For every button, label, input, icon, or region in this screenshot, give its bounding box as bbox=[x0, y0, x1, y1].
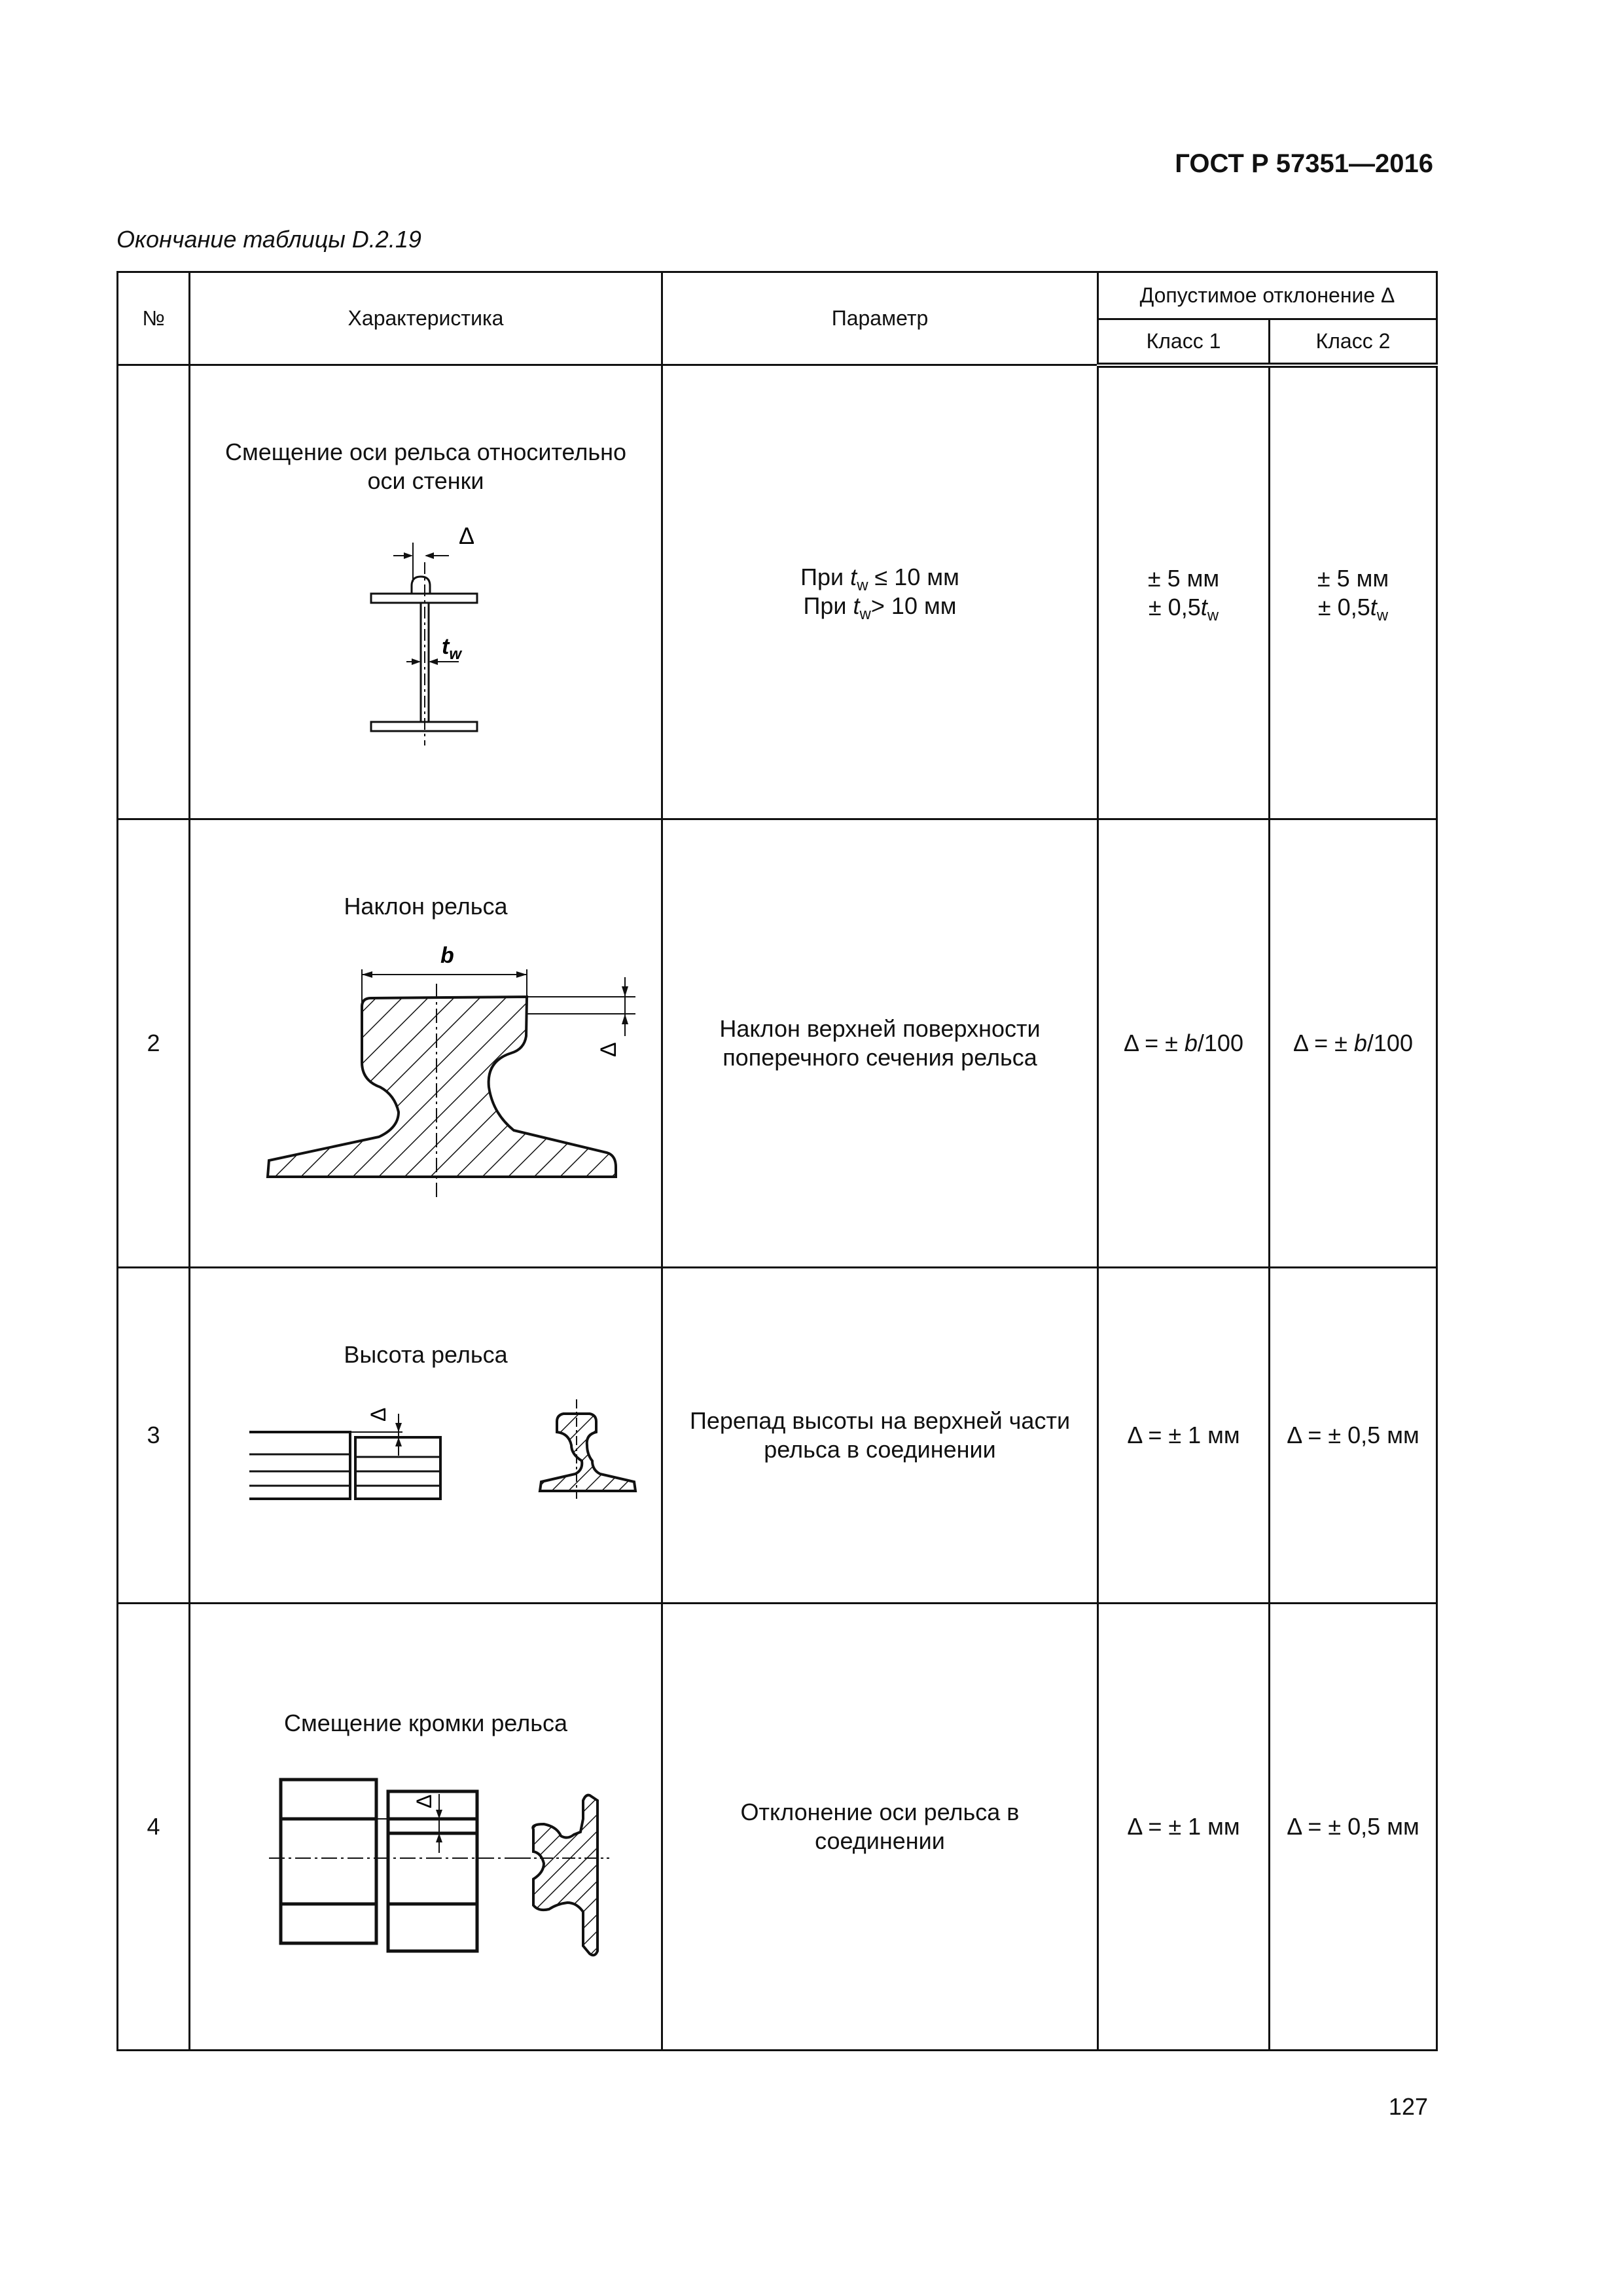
parameter-text: Отклонение оси рельса в соединении bbox=[740, 1798, 1020, 1854]
class2-line: ± 5 мм bbox=[1317, 564, 1389, 592]
parameter-line: При $t_w \le 10$ мм bbox=[800, 564, 959, 595]
tw-label: $t_w$ bbox=[442, 634, 461, 663]
characteristic-text: Высота рельса bbox=[344, 1340, 508, 1368]
table-caption: Окончание таблицы D.2.19 bbox=[116, 226, 421, 253]
col-header-class1: Класс 1 bbox=[1098, 319, 1270, 365]
table-row bbox=[118, 819, 1437, 1267]
characteristic-text: Смещение кромки рельса bbox=[283, 1709, 568, 1736]
delta-label: Δ bbox=[366, 1407, 390, 1422]
parameter-text: Наклон верхней поверхности поперечного сечения рельса bbox=[719, 1014, 1041, 1071]
parameter-cell bbox=[662, 1267, 1098, 1603]
parameter-cell bbox=[662, 819, 1098, 1267]
class1-line: ± $0,5t_w$ bbox=[1148, 593, 1219, 624]
class1-line: ± 5 мм bbox=[1147, 564, 1220, 592]
row-number: 3 bbox=[118, 1267, 190, 1603]
header-row bbox=[118, 272, 1437, 319]
page-number: 127 bbox=[1388, 2093, 1428, 2120]
row-number: 4 bbox=[118, 1603, 190, 2050]
class2-cell: Δ = ± 0,5 мм bbox=[1270, 1267, 1437, 1603]
tolerance-table bbox=[116, 271, 1438, 2051]
parameter-line: При $t_w> 10$ мм bbox=[803, 592, 957, 624]
characteristic-cell bbox=[190, 1603, 662, 2050]
col-header-num: № bbox=[118, 272, 190, 365]
delta-label: Δ bbox=[459, 522, 475, 549]
col-header-characteristic: Характеристика bbox=[190, 272, 662, 365]
standard-code: ГОСТ Р 57351—2016 bbox=[1175, 149, 1433, 178]
class2-cell: Δ = ± b/100 bbox=[1270, 819, 1437, 1267]
col-header-parameter: Параметр bbox=[662, 272, 1098, 365]
characteristic-cell bbox=[190, 819, 662, 1267]
row-number bbox=[118, 365, 190, 819]
class1-cell: Δ = ± b/100 bbox=[1098, 819, 1270, 1267]
characteristic-text: Наклон рельса bbox=[344, 892, 508, 920]
table-row bbox=[118, 365, 1437, 819]
class1-cell: Δ = ± 1 мм bbox=[1098, 1267, 1270, 1603]
class1-cell: Δ = ± 1 мм bbox=[1098, 1603, 1270, 2050]
class2-cell bbox=[1270, 365, 1437, 819]
class1-cell bbox=[1098, 365, 1270, 819]
b-label: b bbox=[440, 942, 454, 968]
characteristic-cell bbox=[190, 365, 662, 819]
col-header-class2: Класс 2 bbox=[1270, 319, 1437, 365]
figure-rail-tilt bbox=[190, 820, 663, 1266]
parameter-cell bbox=[662, 1603, 1098, 2050]
col-header-tolerance: Допустимое отклонение Δ bbox=[1098, 272, 1437, 319]
class2-line: ± $0,5t_w$ bbox=[1317, 593, 1389, 624]
characteristic-cell bbox=[190, 1267, 662, 1603]
class2-cell: Δ = ± 0,5 мм bbox=[1270, 1603, 1437, 2050]
parameter-text: Перепад высоты на верхней части рельса в соединении bbox=[689, 1407, 1071, 1463]
delta-label: Δ bbox=[596, 1041, 621, 1057]
figure-edge-offset bbox=[190, 1604, 663, 2049]
figure-rail-height bbox=[190, 1268, 663, 1602]
table-row bbox=[118, 1267, 1437, 1603]
table-row bbox=[118, 1603, 1437, 2050]
figure-axis-offset bbox=[190, 366, 663, 816]
delta-label: Δ bbox=[412, 1794, 436, 1808]
row-number: 2 bbox=[118, 819, 190, 1267]
characteristic-text: Смещение оси рельса относительно оси стенки bbox=[224, 439, 627, 494]
parameter-cell bbox=[662, 365, 1098, 819]
